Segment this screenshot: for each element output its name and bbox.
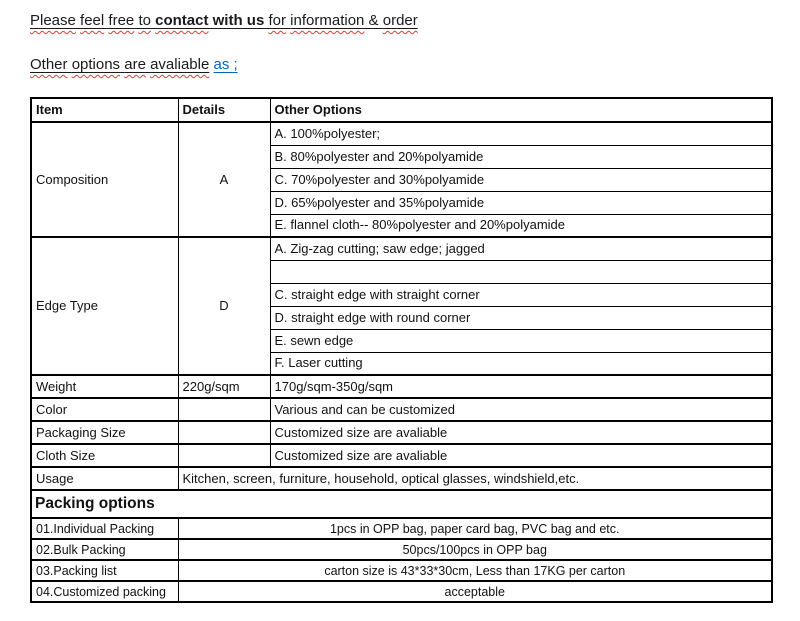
cell-edge-type-item: Edge Type: [31, 237, 178, 375]
table-header-row: [31, 98, 772, 122]
table-row-usage: [31, 467, 772, 490]
edge-type-option: A. Zig-zag cutting; saw edge; jagged: [270, 237, 772, 260]
contact-with-us-emphasis: with us: [212, 12, 265, 29]
packing-options-title: Packing options: [31, 490, 772, 518]
cell-other: Customized size are avaliable: [270, 421, 772, 444]
cell-other: Customized size are avaliable: [270, 444, 772, 467]
cell-composition-details: A: [178, 122, 270, 237]
cell-other: Various and can be customized: [270, 398, 772, 421]
intro-line-options: [30, 54, 238, 76]
packing-value: carton size is 43*33*30cm, Less than 17KG per carton: [178, 560, 772, 581]
packing-value: 50pcs/100pcs in OPP bag: [178, 539, 772, 560]
packing-label: 03.Packing list: [31, 560, 178, 581]
header-details: Details: [178, 98, 270, 122]
cell-details: 220g/sqm: [178, 375, 270, 398]
intro-word: to: [138, 12, 151, 29]
cell-item: Weight: [31, 375, 178, 398]
edge-type-option: E. sewn edge: [270, 329, 772, 352]
contact-with-us-emphasis: contact: [155, 12, 209, 29]
cell-details: [178, 444, 270, 467]
packing-label: 04.Customized packing: [31, 581, 178, 602]
cell-details: [178, 398, 270, 421]
intro-line-contact: [30, 10, 418, 32]
cell-item: Packaging Size: [31, 421, 178, 444]
edge-type-option: F. Laser cutting: [270, 352, 772, 375]
table-row-weight: [31, 375, 772, 398]
packing-value: acceptable: [178, 581, 772, 602]
table-row: [31, 122, 772, 145]
packing-row: [31, 581, 772, 602]
intro-word: free: [108, 12, 135, 29]
intro-word: feel: [80, 12, 105, 29]
intro-word: for: [268, 12, 286, 29]
cell-other: 170g/sqm-350g/sqm: [270, 375, 772, 398]
packing-label: 01.Individual Packing: [31, 518, 178, 539]
header-item: Item: [31, 98, 178, 122]
intro-word: information: [290, 12, 365, 29]
intro-word: order: [382, 12, 418, 29]
intro-word: options: [71, 56, 121, 73]
intro-word: Other: [30, 56, 68, 73]
packing-label: 02.Bulk Packing: [31, 539, 178, 560]
table-row: [31, 237, 772, 260]
intro-word: are: [124, 56, 146, 73]
spec-table: [30, 97, 773, 603]
packing-row: [31, 560, 772, 581]
edge-type-option: D. straight edge with round corner: [270, 306, 772, 329]
cell-edge-type-details: D: [178, 237, 270, 375]
as-hyperlink[interactable]: as ;: [213, 56, 238, 73]
cell-item: Color: [31, 398, 178, 421]
edge-type-option: C. straight edge with straight corner: [270, 283, 772, 306]
cell-details: [178, 421, 270, 444]
intro-word: Please: [30, 12, 76, 29]
table-row-color: [31, 398, 772, 421]
composition-option: C. 70%polyester and 30%polyamide: [270, 168, 772, 191]
table-row-packaging-size: [31, 421, 772, 444]
cell-usage-value: Kitchen, screen, furniture, household, optical glasses, windshield,etc.: [178, 467, 772, 490]
composition-option: A. 100%polyester;: [270, 122, 772, 145]
cell-composition-item: Composition: [31, 122, 178, 237]
cell-item: Cloth Size: [31, 444, 178, 467]
packing-row: [31, 539, 772, 560]
composition-option: E. flannel cloth-- 80%polyester and 20%polyamide: [270, 214, 772, 237]
header-other-options: Other Options: [270, 98, 772, 122]
composition-option: B. 80%polyester and 20%polyamide: [270, 145, 772, 168]
packing-row: [31, 518, 772, 539]
packing-options-header-row: [31, 490, 772, 518]
table-row-cloth-size: [31, 444, 772, 467]
composition-option: D. 65%polyester and 35%polyamide: [270, 191, 772, 214]
intro-word: &: [368, 12, 379, 29]
cell-item: Usage: [31, 467, 178, 490]
edge-type-option-empty: [270, 260, 772, 283]
intro-word: avaliable: [150, 56, 210, 73]
packing-value: 1pcs in OPP bag, paper card bag, PVC bag and etc.: [178, 518, 772, 539]
